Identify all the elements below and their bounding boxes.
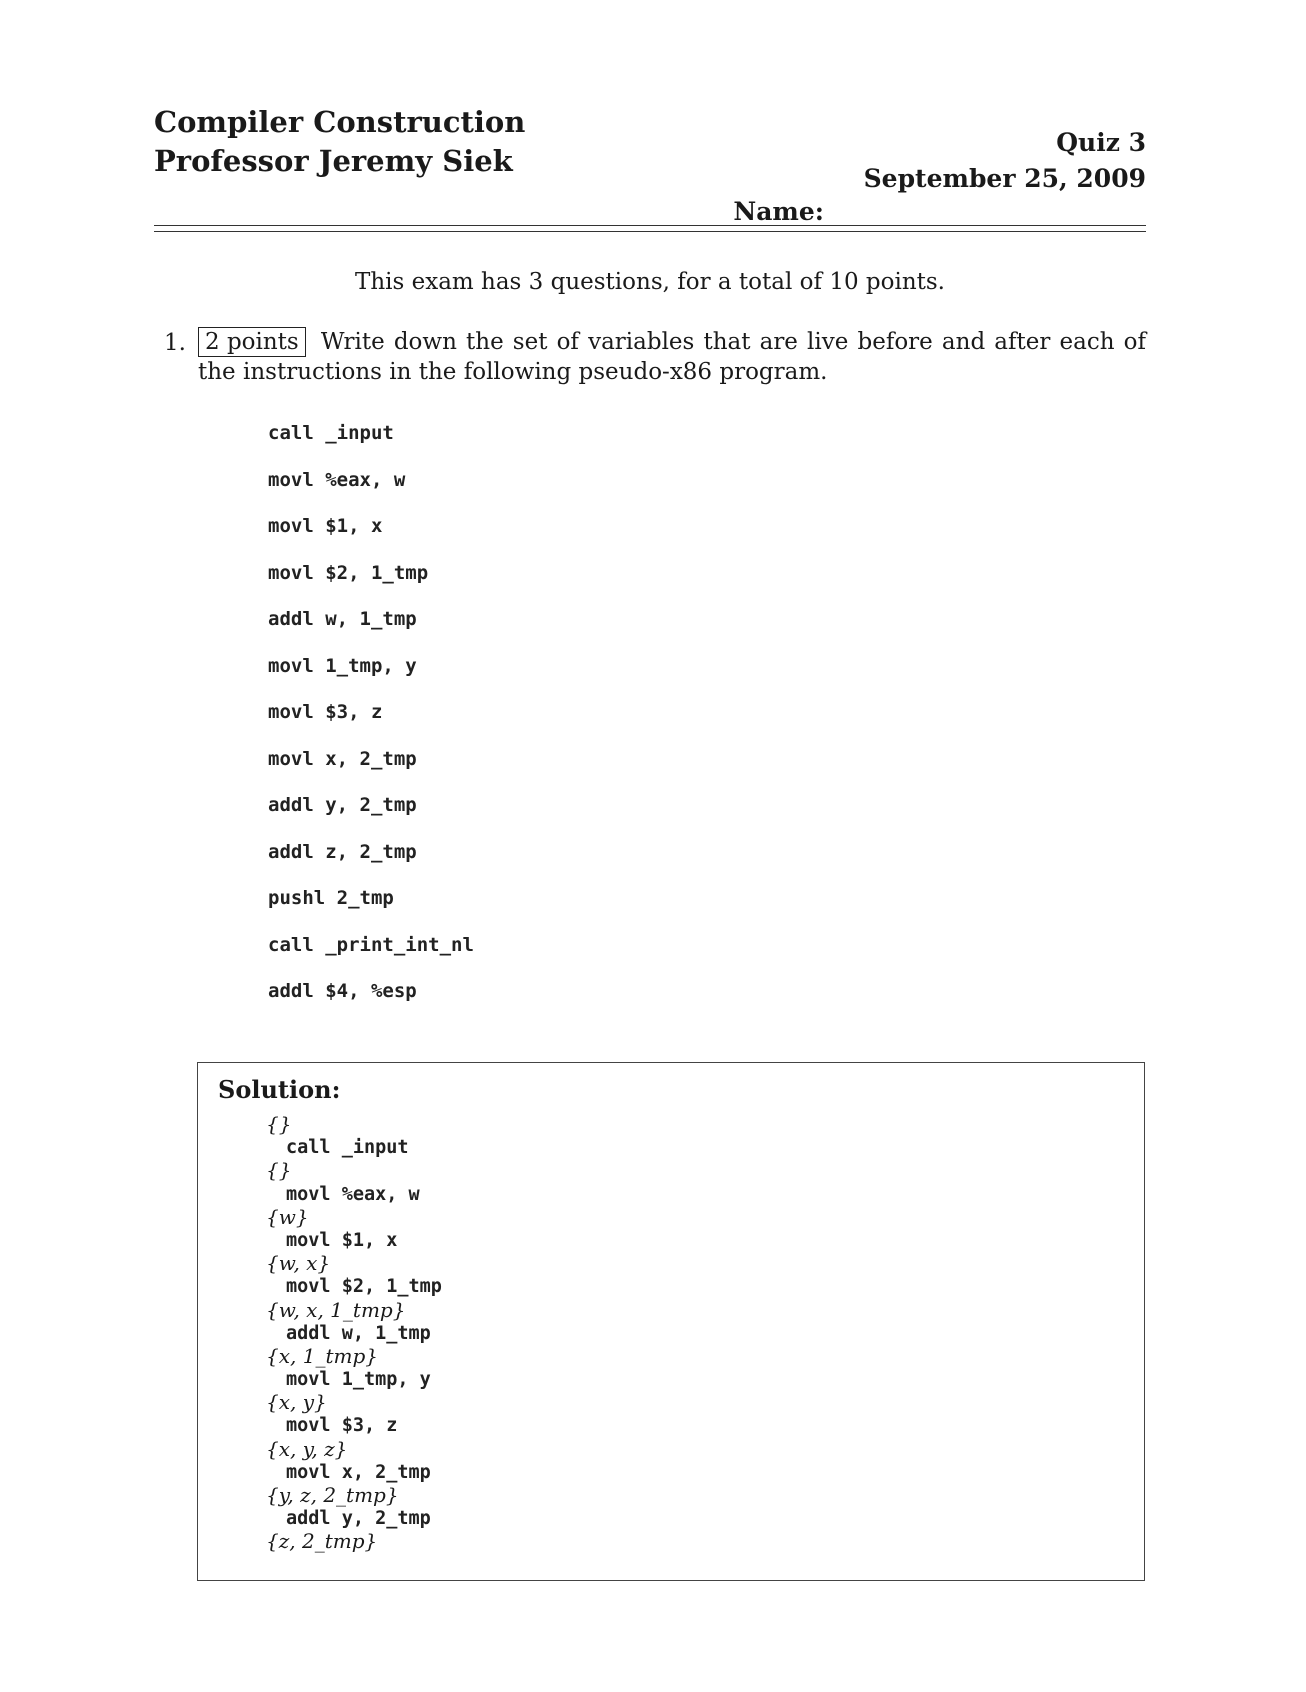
quiz-date: September 25, 2009 [863, 164, 1146, 193]
live-set: {} [266, 1112, 292, 1136]
solution-instruction: movl 1_tmp, y [286, 1369, 431, 1391]
program-line: movl $3, z [268, 701, 383, 723]
quiz-number: Quiz 3 [1056, 128, 1146, 157]
solution-instruction: movl x, 2_tmp [286, 1461, 431, 1483]
live-set: {} [266, 1158, 292, 1183]
solution-instruction: call _input [286, 1137, 409, 1159]
solution-title: Solution: [218, 1075, 341, 1104]
program-listing [268, 420, 474, 1025]
program-line: movl $1, x [268, 515, 383, 537]
question-prompt: Write down the set of variables that are live before and after each of the instructions in the following pseudo-x86 program. [198, 329, 1146, 385]
solution-instruction: movl $1, x [286, 1229, 398, 1251]
live-set: {w} [266, 1204, 309, 1229]
live-set: {x, y, z} [266, 1436, 348, 1461]
header-rule-bottom [154, 231, 1146, 232]
solution-instruction: addl w, 1_tmp [286, 1322, 431, 1344]
question-number: 1. [164, 330, 186, 356]
live-set: {x, 1_tmp} [266, 1343, 378, 1368]
program-line: addl z, 2_tmp [268, 840, 417, 863]
live-set: {w, x} [266, 1251, 331, 1276]
live-set: {w, x, 1_tmp} [266, 1297, 406, 1322]
program-line: movl x, 2_tmp [268, 747, 417, 770]
program-line: pushl 2_tmp [268, 887, 394, 909]
name-blank-line[interactable] [836, 205, 1146, 226]
header-right [864, 125, 1146, 197]
header-left [154, 103, 525, 181]
program-line: addl y, 2_tmp [268, 794, 417, 816]
solution-instruction: addl y, 2_tmp [286, 1508, 431, 1530]
program-line: addl w, 1_tmp [268, 608, 417, 630]
name-field [733, 197, 1146, 226]
solution-listing [266, 1113, 442, 1554]
exam-intro: This exam has 3 questions, for a total of 10 points. [354, 269, 945, 295]
header-rule-top [154, 225, 1146, 226]
program-line: movl $2, 1_tmp [268, 561, 429, 584]
professor-name: Professor Jeremy Siek [154, 144, 513, 178]
question-text-block [198, 327, 1146, 387]
program-line: addl $4, %esp [268, 980, 417, 1002]
live-set: {z, 2_tmp} [266, 1529, 378, 1554]
solution-instruction: movl %eax, w [286, 1183, 420, 1205]
points-badge: 2 points [198, 327, 306, 357]
solution-box [197, 1062, 1145, 1581]
solution-instruction: movl $3, z [286, 1415, 398, 1437]
live-set: {x, y} [266, 1390, 327, 1415]
name-label: Name: [733, 197, 824, 226]
program-line: movl 1_tmp, y [268, 654, 417, 677]
program-line: movl %eax, w [268, 468, 406, 491]
program-line: call _print_int_nl [268, 933, 474, 956]
program-line: call _input [268, 422, 394, 444]
live-set: {y, z, 2_tmp} [266, 1483, 399, 1507]
solution-instruction: movl $2, 1_tmp [286, 1276, 442, 1298]
course-title: Compiler Construction [154, 105, 526, 139]
